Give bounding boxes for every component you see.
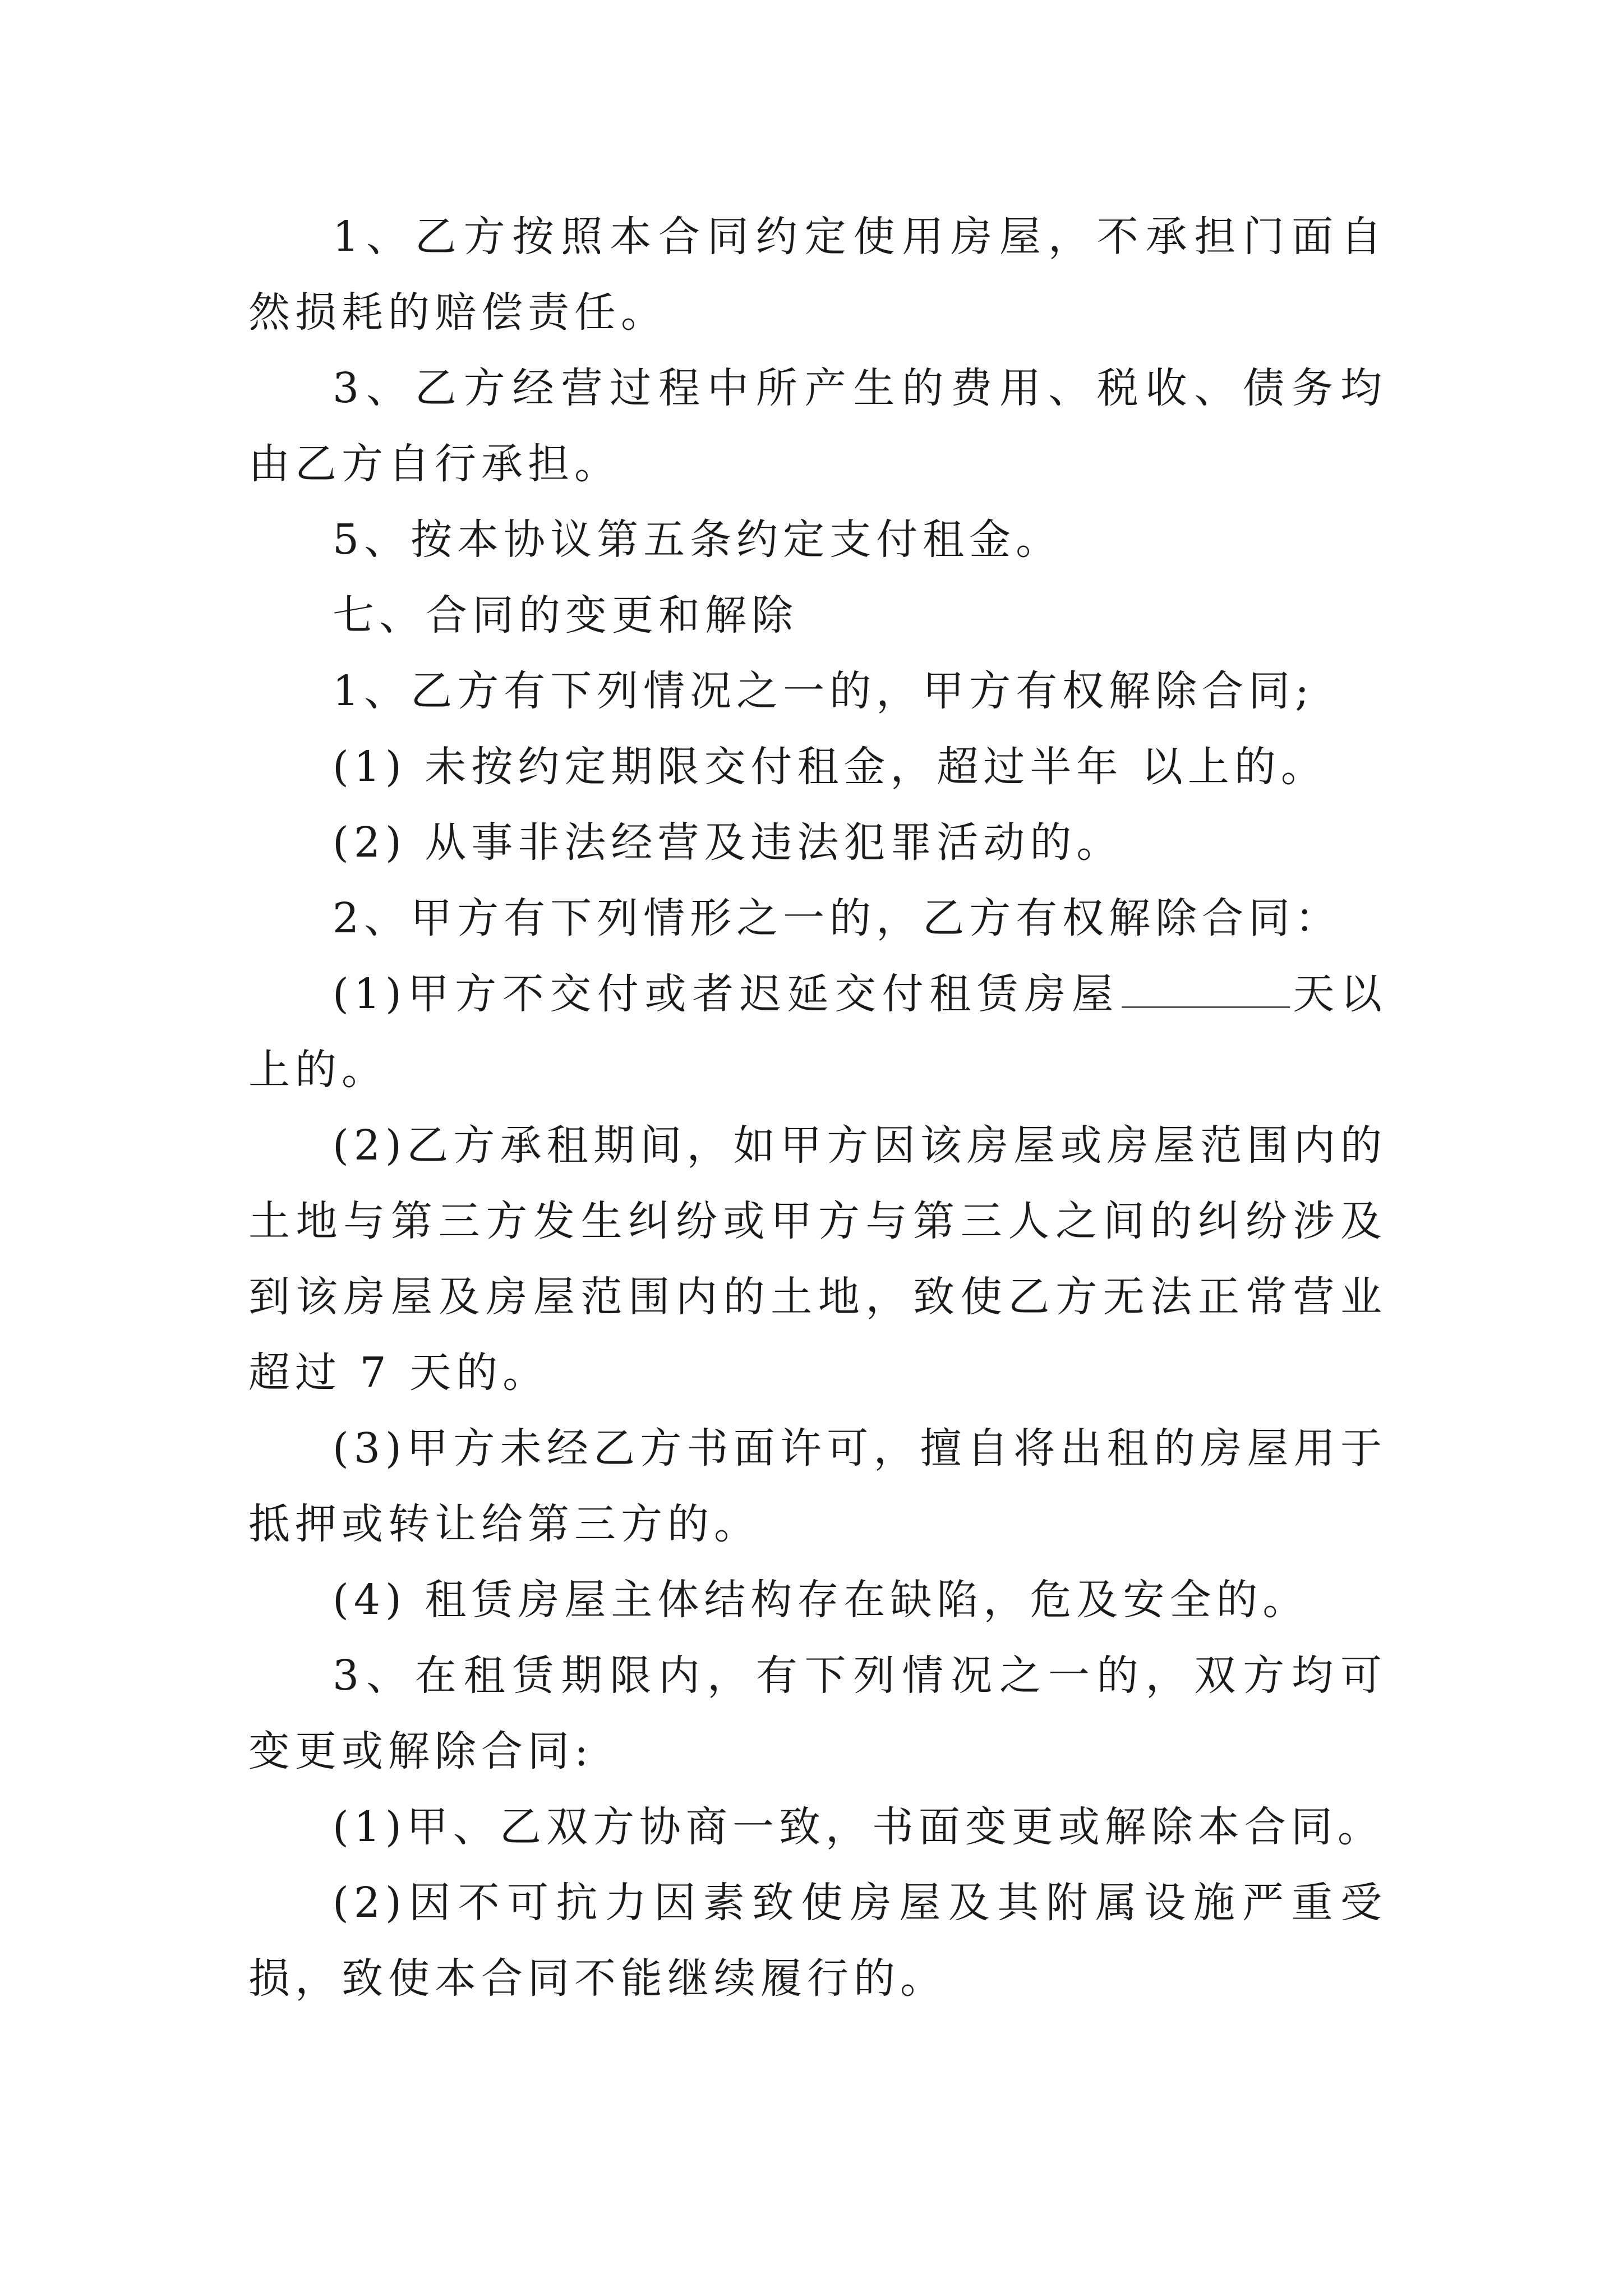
fill-in-blank — [1122, 973, 1290, 1008]
sub-clause-paragraph: (2)因不可抗力因素致使房屋及其附属设施严重受损，致使本合同不能继续履行的。 — [248, 1879, 1387, 2003]
sub-clause-paragraph: (2) 从事非法经营及违法犯罪活动的。 — [333, 818, 1123, 867]
clause-paragraph: 5、按本协议第五条约定支付租金。 — [333, 516, 1063, 564]
clause-paragraph: 1、乙方按照本合同约定使用房屋，不承担门面自然损耗的赔偿责任。 — [248, 213, 1387, 337]
clause-paragraph: 3、乙方经营过程中所产生的费用、税收、债务均由乙方自行承担。 — [248, 364, 1387, 488]
sub-clause-paragraph: (1)甲、乙双方协商一致，书面变更或解除本合同。 — [333, 1803, 1384, 1851]
clause-paragraph: 2、甲方有下列情形之一的，乙方有权解除合同： — [333, 894, 1342, 942]
document-body — [248, 199, 1387, 2017]
sub-clause-paragraph — [248, 956, 1387, 1108]
sub-clause-paragraph: (1) 未按约定期限交付租金，超过半年 以上的。 — [333, 743, 1327, 791]
clause-text: (1)甲方不交付或者迟延交付租赁房屋 — [333, 970, 1119, 1018]
sub-clause-paragraph: (2)乙方承租期间，如甲方因该房屋或房屋范围内的土地与第三方发生纠纷或甲方与第三人之间的纠纷涉及到该房屋及房屋范围内的土地，致使乙方无法正常营业超过 7 天的。 — [248, 1121, 1387, 1397]
sub-clause-paragraph: (4) 租赁房屋主体结构存在缺陷，危及安全的。 — [333, 1576, 1310, 1624]
clause-paragraph: 1、乙方有下列情况之一的，甲方有权解除合同; — [333, 667, 1315, 715]
section-heading: 七、合同的变更和解除 — [333, 591, 798, 639]
sub-clause-paragraph: (3)甲方未经乙方书面许可，擅自将出租的房屋用于抵押或转让给第三方的。 — [248, 1424, 1387, 1548]
clause-paragraph: 3、在租赁期限内，有下列情况之一的，双方均可变更或解除合同: — [248, 1651, 1387, 1775]
clause-text: 天以上的。 — [248, 970, 1387, 1094]
